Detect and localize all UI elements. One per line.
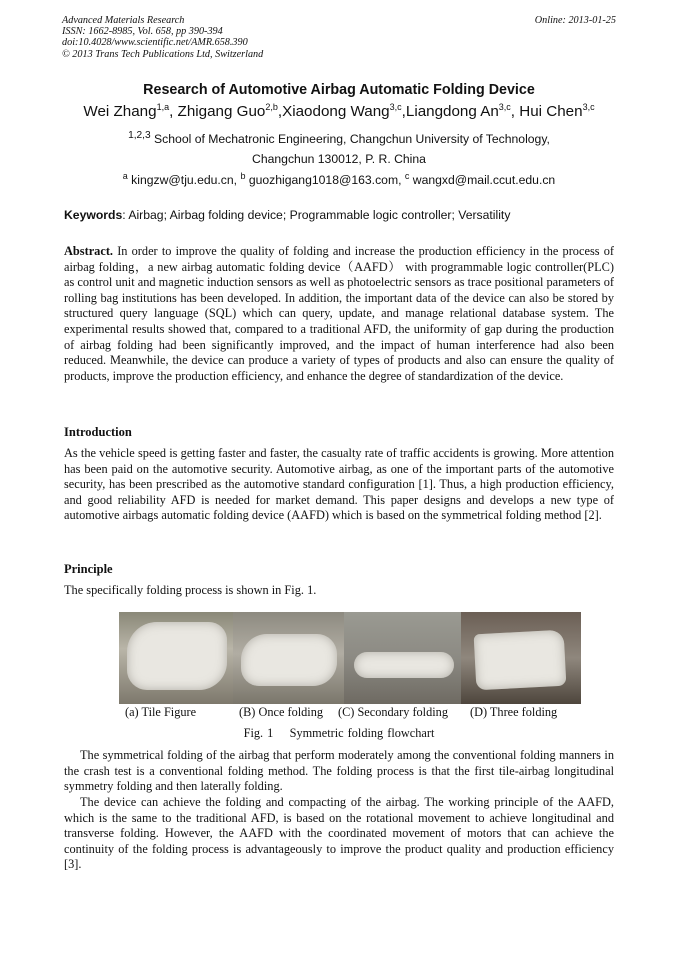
figure-panel-three bbox=[461, 612, 581, 704]
introduction-heading: Introduction bbox=[64, 425, 132, 439]
figure-panel-once bbox=[233, 612, 344, 704]
principle-paragraph-1: The symmetrical folding of the airbag that perform moderately among the conventional folding manners in the crash test is a conventional folding method. The folding process is that the first tile-airbag longitudinal symmetry folding and then laterally folding. bbox=[64, 748, 614, 794]
email-list bbox=[0, 170, 678, 187]
author-sup: 1,a bbox=[156, 101, 170, 112]
author-sep: , bbox=[277, 103, 283, 120]
subcaption-b: (B) Once folding bbox=[239, 705, 324, 719]
author-name: Liangdong An bbox=[405, 103, 499, 120]
author-list bbox=[0, 103, 678, 120]
author-name: Wei Zhang bbox=[83, 103, 157, 120]
online-date: Online: 2013-01-25 bbox=[534, 15, 616, 26]
email-address[interactable]: kingzw@tju.edu.cn, bbox=[127, 173, 241, 187]
abstract-paragraph bbox=[64, 244, 614, 384]
abstract-label: Abstract. bbox=[64, 244, 114, 258]
email-address[interactable]: guozhigang1018@163.com, bbox=[245, 173, 405, 187]
figure-panel-tile bbox=[119, 612, 233, 704]
author-sep: , bbox=[169, 103, 178, 120]
principle-intro: The specifically folding process is shown in Fig. 1. bbox=[64, 583, 317, 597]
copyright: © 2013 Trans Tech Publications Ltd, Switzerland bbox=[62, 48, 264, 60]
airbag-image bbox=[241, 634, 337, 686]
author-sup: 3,c bbox=[389, 101, 402, 112]
introduction-paragraph: As the vehicle speed is getting faster and faster, the casualty rate of traffic accidents is growing. More attention has been paid on the automotive security. Automotive airbag, as one of the important parts of the automotive security, has been prescribed as the automotive standard configuration [1]. Thus, a high production efficiency, and good reliability AFD is needed for market demand. This paper designs and develops a new type of automotive airbags automatic folding device (AAFD) which is based on the symmetrical folding method [2]. bbox=[64, 446, 614, 523]
email-sup: c bbox=[404, 170, 410, 181]
airbag-image bbox=[474, 630, 567, 691]
author-name: Hui Chen bbox=[519, 103, 583, 120]
keywords bbox=[64, 208, 616, 222]
author-name: Zhigang Guo bbox=[177, 103, 266, 120]
issn: ISSN: 1662-8985, Vol. 658, pp 390-394 bbox=[62, 26, 223, 38]
airbag-image bbox=[127, 622, 227, 690]
affiliation-line-2: Changchun 130012, P. R. China bbox=[252, 152, 426, 166]
email-sup: b bbox=[240, 170, 246, 181]
author-sep: , bbox=[510, 103, 520, 120]
affiliation-sup: 1,2,3 bbox=[128, 130, 151, 141]
doi: doi:10.4028/www.scientific.net/AMR.658.390 bbox=[62, 37, 248, 49]
figure-caption: Fig. 1 Symmetric folding flowchart bbox=[243, 726, 435, 740]
paper-title: Research of Automotive Airbag Automatic Folding Device bbox=[143, 82, 535, 98]
email-address[interactable]: wangxd@mail.ccut.edu.cn bbox=[409, 173, 556, 187]
principle-paragraph-2: The device can achieve the folding and compacting of the airbag. The working principle of the AAFD, which is the same to the traditional AFD, is based on the rotational movement to achieve longitudinal and transverse folding. However, the AAFD with the coordinated movement of motors that can achieve the continuity of the folding process is advantageously to improve the product quality and production efficiency [3]. bbox=[64, 795, 614, 872]
author-sup: 3,c bbox=[582, 101, 595, 112]
figure-1 bbox=[119, 612, 581, 704]
principle-heading: Principle bbox=[64, 562, 113, 576]
journal-header bbox=[62, 15, 616, 60]
author-sup: 2,b bbox=[265, 101, 278, 112]
email-sup: a bbox=[122, 170, 128, 181]
author-sup: 3,c bbox=[498, 101, 511, 112]
figure-panel-secondary bbox=[344, 612, 461, 704]
subcaption-a: (a) Tile Figure bbox=[125, 705, 197, 719]
airbag-image bbox=[354, 652, 454, 678]
subcaption-d: (D) Three folding bbox=[470, 705, 558, 719]
journal-name: Advanced Materials Research bbox=[62, 15, 185, 26]
affiliation-text: School of Mechatronic Engineering, Changchun University of Technology, bbox=[150, 132, 550, 147]
abstract-text: In order to improve the quality of folding and increase the production efficiency in the process of airbag folding，a new airbag automatic folding device（AAFD） with programmable logic controller(PLC) as control unit and magnetic induction sensors as well as photoelectric sensors as trace positional parameters of rolling bag institutions has been developed. In addition, the important data of the device can also be stored by structured query language (SQL) which can query, update, and manage relational database system. The experimental results showed that, compared to a traditional AFD, the uniformity of gap during the production of airbag folding had been significantly improved, and the impact of human interference had also been reduced. Meanwhile, the device can produce a variety of types of products and also can ensure the quality of products, improve the production efficiency, and enhance the degree of standardization of the device. bbox=[64, 244, 614, 383]
keywords-text: : Airbag; Airbag folding device; Programmable logic controller; Versatility bbox=[122, 208, 511, 222]
affiliation-line-1 bbox=[0, 130, 678, 146]
keywords-label: Keywords bbox=[64, 208, 123, 222]
subcaption-c: (C) Secondary folding bbox=[338, 705, 448, 719]
author-sep: , bbox=[401, 103, 406, 120]
author-name: Xiaodong Wang bbox=[282, 103, 390, 120]
